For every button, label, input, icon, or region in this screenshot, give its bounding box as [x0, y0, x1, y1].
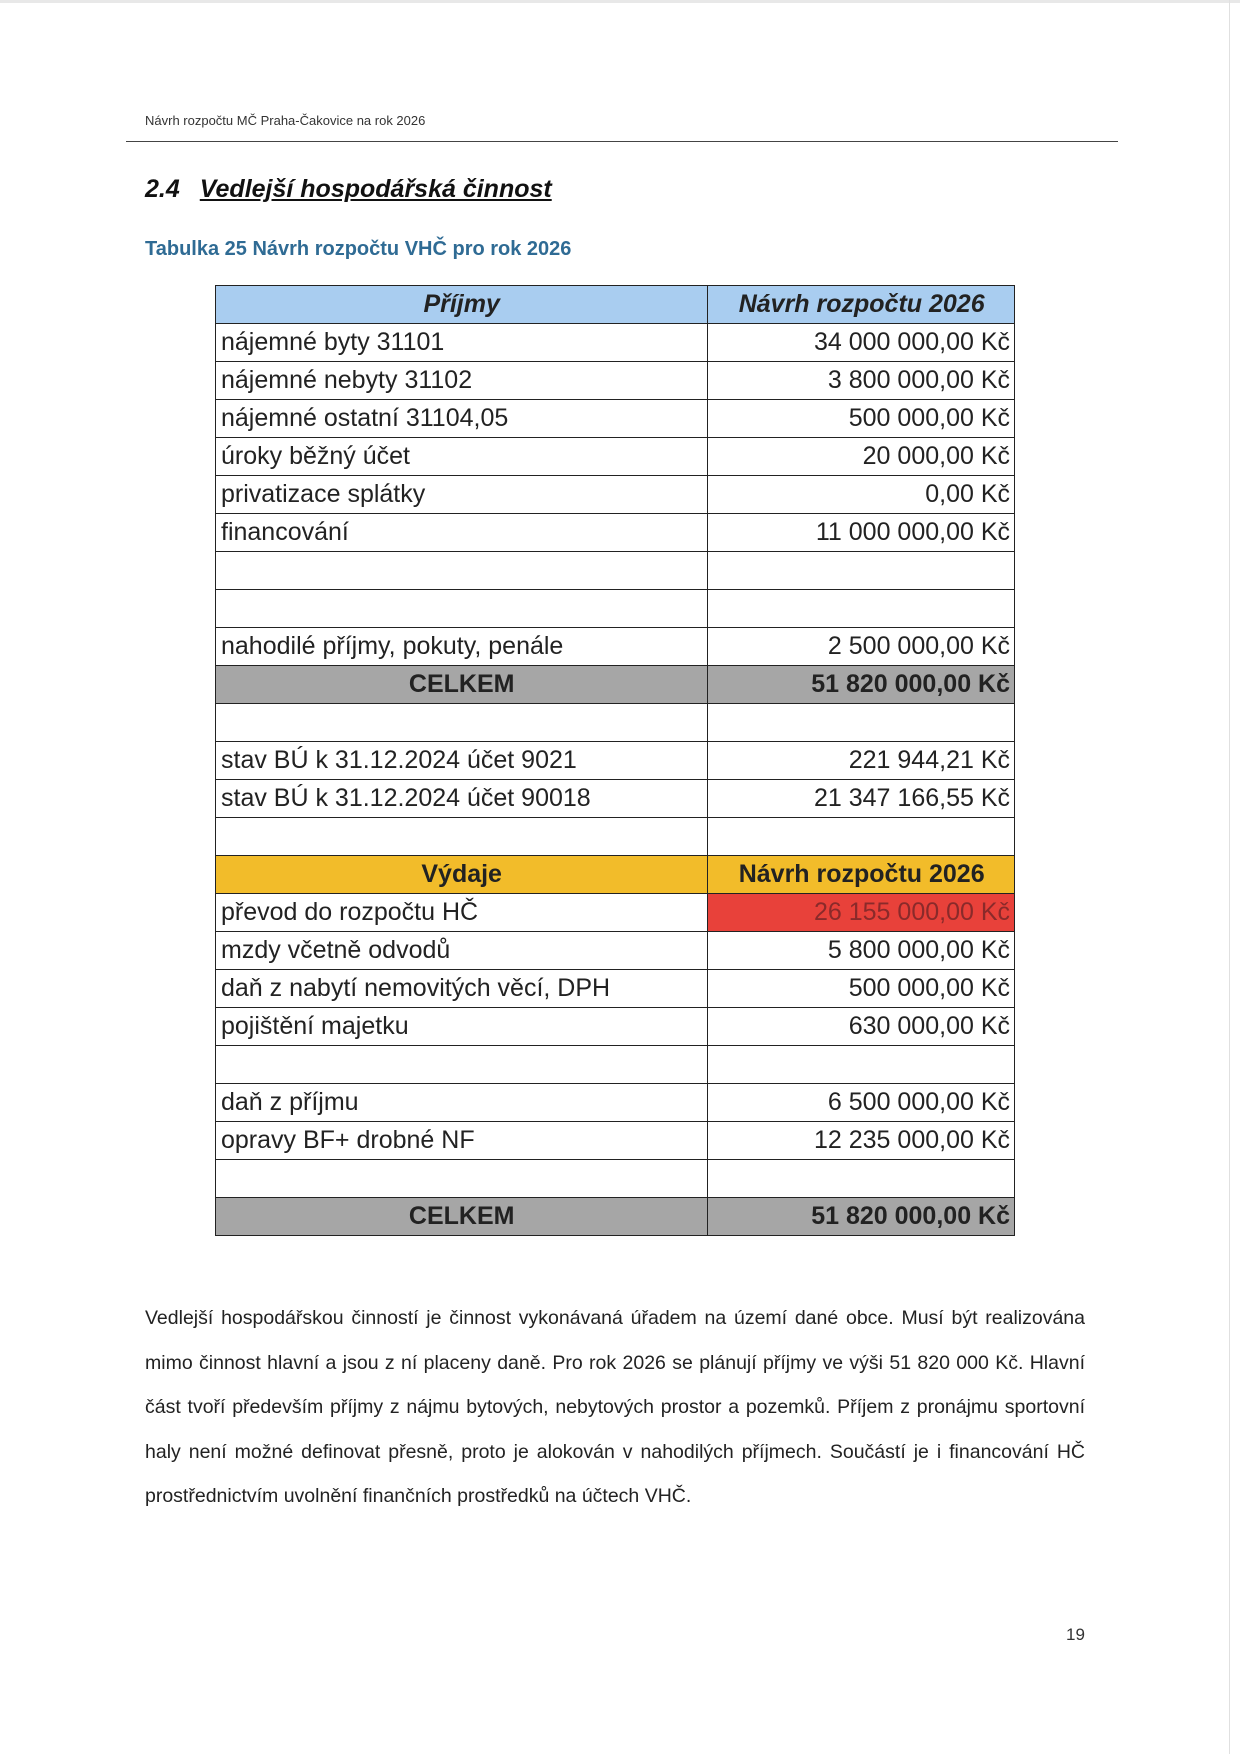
scan-edge-top [0, 0, 1240, 3]
page-number: 19 [1066, 1625, 1085, 1644]
row-amount [708, 1046, 1015, 1084]
expense-row [216, 1084, 1015, 1122]
table-caption: Tabulka 25 Návrh rozpočtu VHČ pro rok 2026 [145, 238, 572, 260]
balance-row [216, 742, 1015, 780]
row-label: nájemné ostatní 31104,05 [216, 400, 708, 438]
section-number: 2.4 [145, 175, 180, 203]
income-row [216, 362, 1015, 400]
row-amount [708, 818, 1015, 856]
row-amount: 26 155 000,00 Kč [708, 894, 1015, 932]
expense-row [216, 1160, 1015, 1198]
row-amount: 500 000,00 Kč [708, 400, 1015, 438]
row-label: stav BÚ k 31.12.2024 účet 90018 [216, 780, 708, 818]
row-amount: 3 800 000,00 Kč [708, 362, 1015, 400]
row-amount: 51 820 000,00 Kč [708, 1198, 1015, 1236]
row-label: Příjmy [216, 286, 708, 324]
budget-table [215, 285, 1015, 1236]
expense-row [216, 1122, 1015, 1160]
row-label: CELKEM [216, 1198, 708, 1236]
body-paragraph: Vedlejší hospodářskou činností je činnost vykonávaná úřadem na území dané obce. Musí být realizována mimo činnost hlavní a jsou z ní placeny daně. Pro rok 2026 se plánují příjmy ve výši 51 820 000 Kč. Hlavní část tvoří především příjmy z nájmu bytových, nebytových prostor a pozemků. Příjem z pronájmu sportovní haly není možné definovat přesně, proto je alokován v nahodilých příjmech. Součástí je i financování HČ prostřednictvím uvolnění finančních prostředků na účtech VHČ. [145, 1307, 1085, 1507]
expense-row [216, 932, 1015, 970]
row-amount: Návrh rozpočtu 2026 [708, 856, 1015, 894]
row-label: Výdaje [216, 856, 708, 894]
row-label [216, 818, 708, 856]
income-row [216, 400, 1015, 438]
row-amount [708, 704, 1015, 742]
header-divider [126, 141, 1118, 142]
section-title: Vedlejší hospodářská činnost [199, 175, 552, 203]
row-amount: 34 000 000,00 Kč [708, 324, 1015, 362]
row-label: daň z nabytí nemovitých věcí, DPH [216, 970, 708, 1008]
income-row [216, 552, 1015, 590]
balance-row [216, 780, 1015, 818]
expense-row [216, 1008, 1015, 1046]
row-amount: 630 000,00 Kč [708, 1008, 1015, 1046]
row-label: stav BÚ k 31.12.2024 účet 9021 [216, 742, 708, 780]
row-amount [708, 590, 1015, 628]
income-row [216, 628, 1015, 666]
expense-row [216, 1046, 1015, 1084]
income-row [216, 324, 1015, 362]
row-label [216, 704, 708, 742]
row-amount: 221 944,21 Kč [708, 742, 1015, 780]
expense-header-row [216, 856, 1015, 894]
row-amount: 5 800 000,00 Kč [708, 932, 1015, 970]
expense-row [216, 894, 1015, 932]
income-header-row [216, 286, 1015, 324]
row-label: nahodilé příjmy, pokuty, penále [216, 628, 708, 666]
row-label [216, 590, 708, 628]
row-label: úroky běžný účet [216, 438, 708, 476]
row-amount [708, 1160, 1015, 1198]
expense-total-row [216, 1198, 1015, 1236]
income-row [216, 438, 1015, 476]
row-amount: 20 000,00 Kč [708, 438, 1015, 476]
row-label: CELKEM [216, 666, 708, 704]
row-label: pojištění majetku [216, 1008, 708, 1046]
income-row [216, 514, 1015, 552]
row-label [216, 552, 708, 590]
row-label: opravy BF+ drobné NF [216, 1122, 708, 1160]
row-label: nájemné nebyty 31102 [216, 362, 708, 400]
row-amount: 500 000,00 Kč [708, 970, 1015, 1008]
row-amount: 0,00 Kč [708, 476, 1015, 514]
balance-row [216, 818, 1015, 856]
row-label: převod do rozpočtu HČ [216, 894, 708, 932]
row-amount: 6 500 000,00 Kč [708, 1084, 1015, 1122]
balance-row [216, 704, 1015, 742]
scan-edge-right [1229, 0, 1230, 1754]
row-amount: 2 500 000,00 Kč [708, 628, 1015, 666]
income-total-row [216, 666, 1015, 704]
row-label: financování [216, 514, 708, 552]
expense-row [216, 970, 1015, 1008]
row-amount: 51 820 000,00 Kč [708, 666, 1015, 704]
row-label [216, 1046, 708, 1084]
row-amount: Návrh rozpočtu 2026 [708, 286, 1015, 324]
section-heading [145, 175, 552, 204]
row-amount [708, 552, 1015, 590]
income-row [216, 590, 1015, 628]
income-row [216, 476, 1015, 514]
row-label [216, 1160, 708, 1198]
row-amount: 12 235 000,00 Kč [708, 1122, 1015, 1160]
row-amount: 11 000 000,00 Kč [708, 514, 1015, 552]
row-label: nájemné byty 31101 [216, 324, 708, 362]
row-label: daň z příjmu [216, 1084, 708, 1122]
running-header: Návrh rozpočtu MČ Praha-Čakovice na rok 2026 [145, 113, 426, 128]
row-label: privatizace splátky [216, 476, 708, 514]
row-amount: 21 347 166,55 Kč [708, 780, 1015, 818]
row-label: mzdy včetně odvodů [216, 932, 708, 970]
